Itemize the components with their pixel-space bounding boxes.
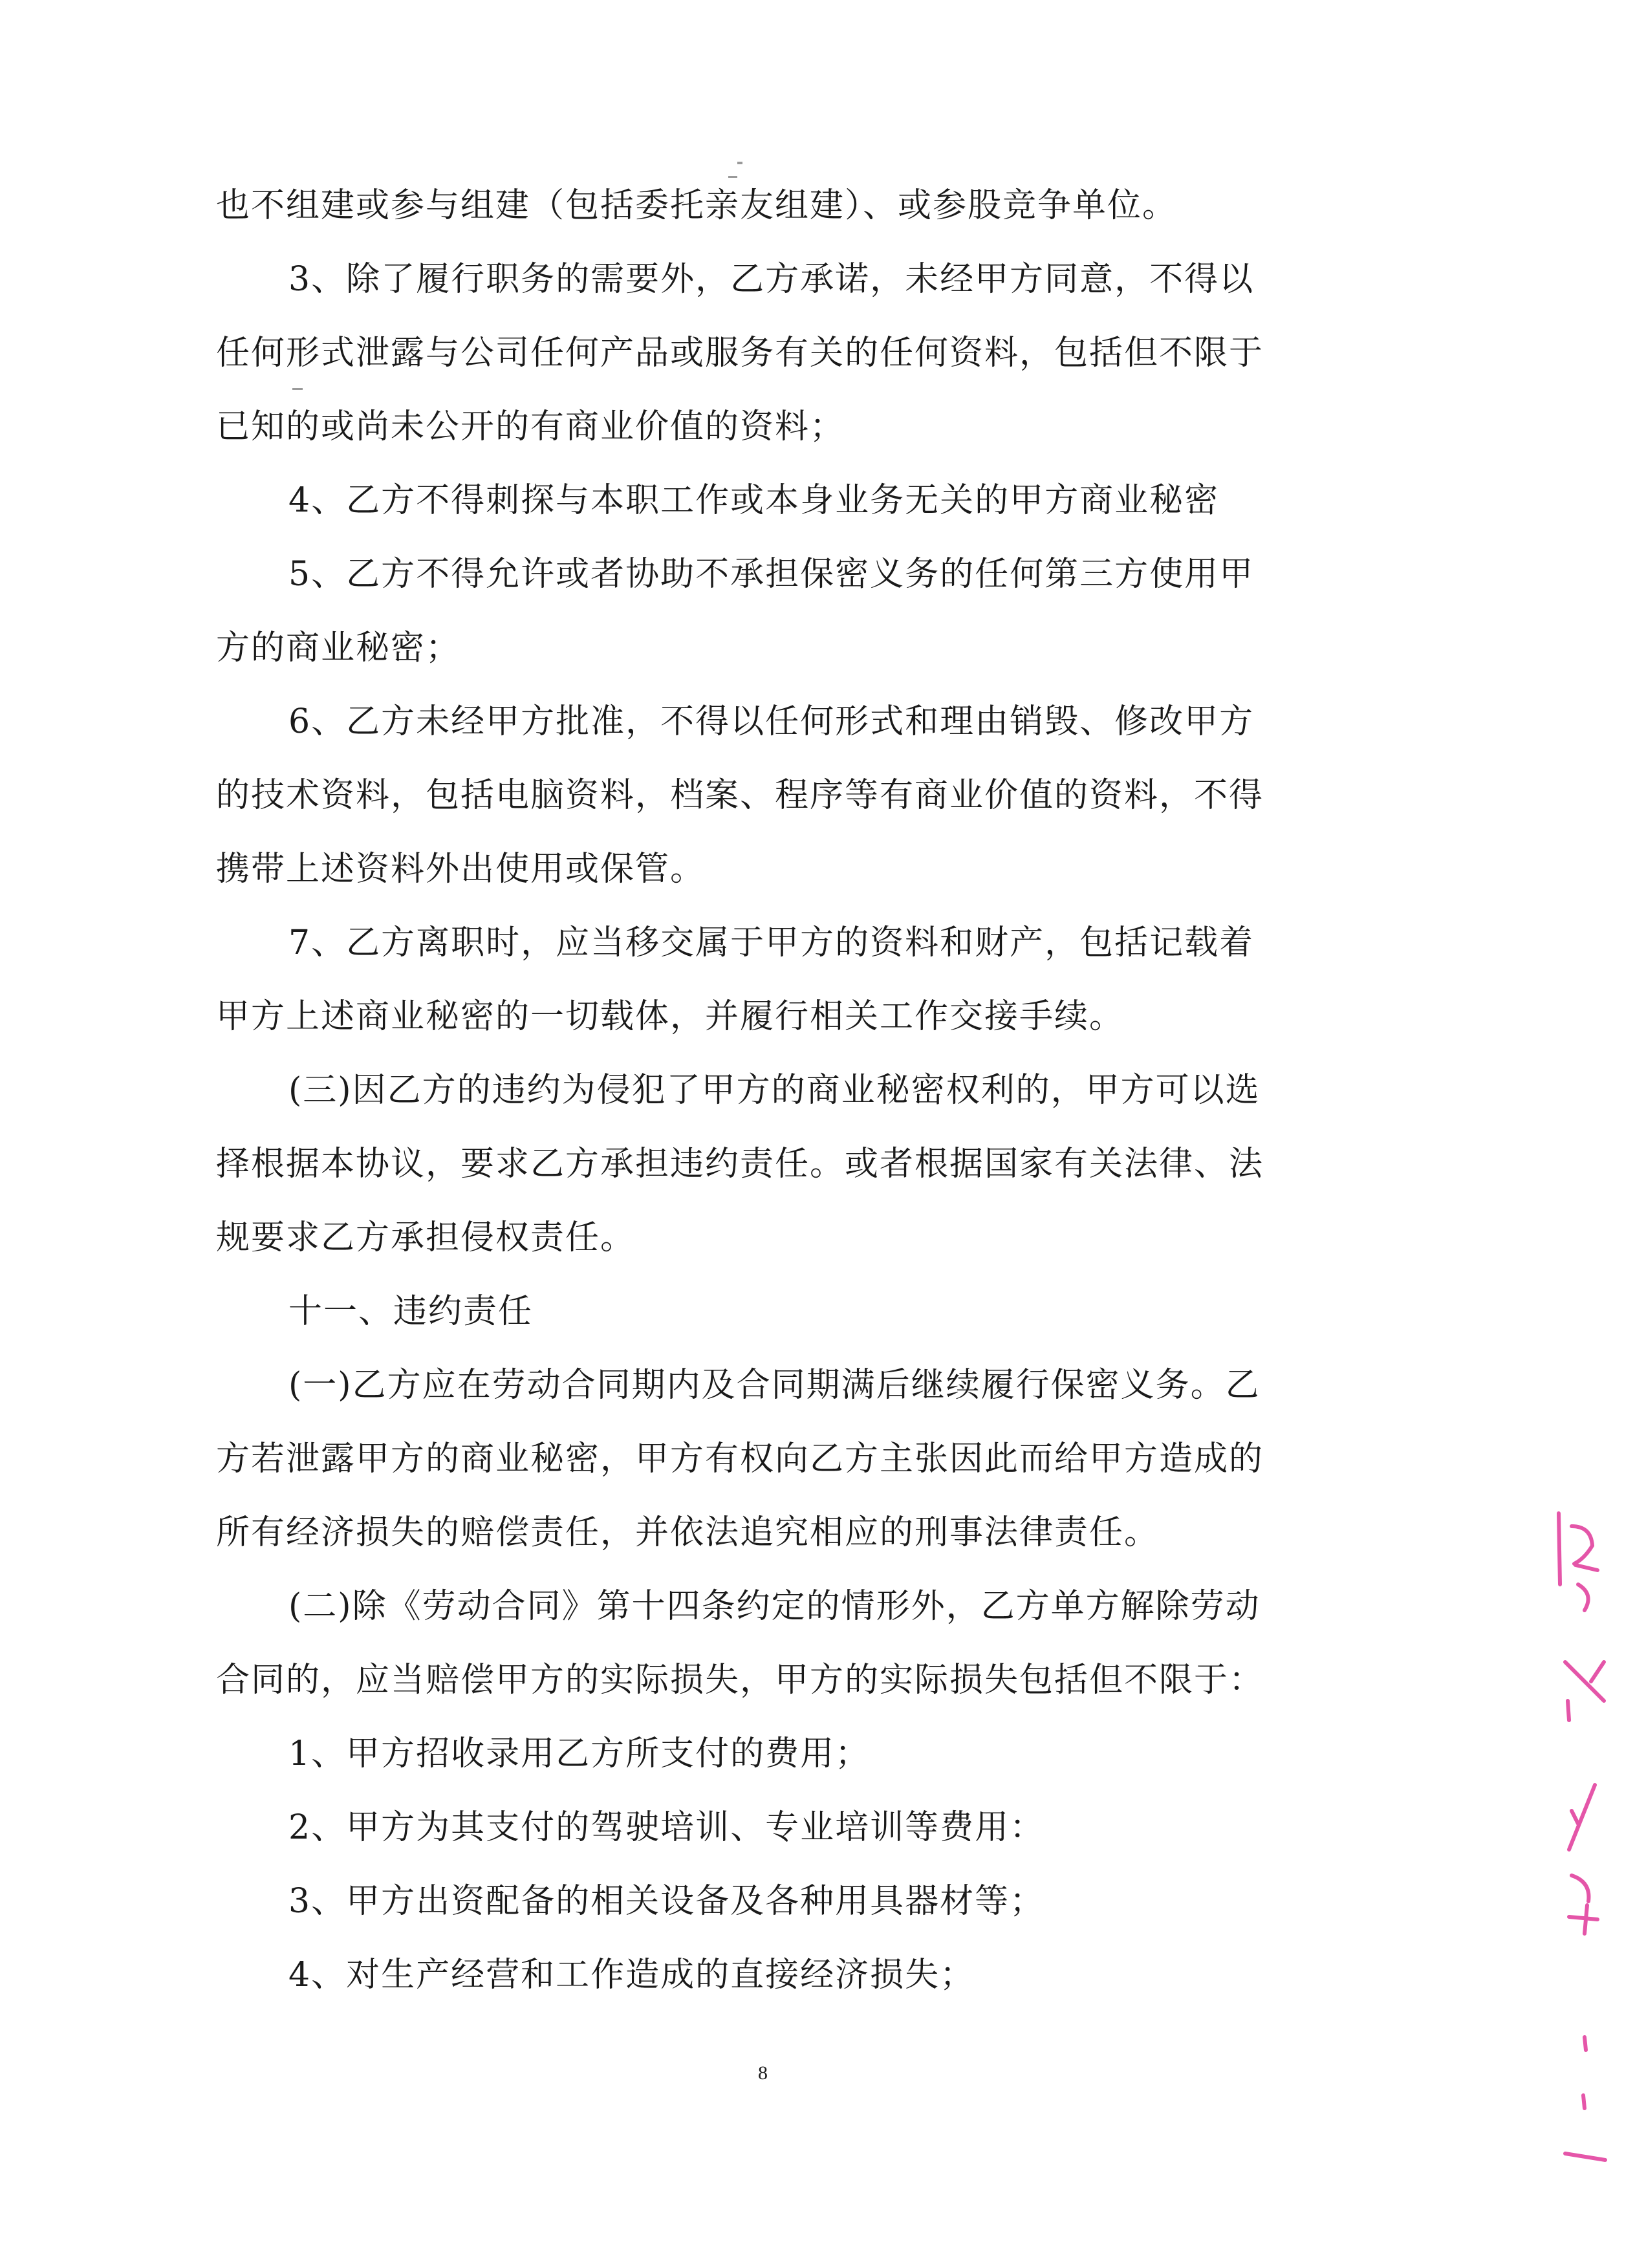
body-line-15: 规要求乙方承担侵权责任。 [216, 1218, 636, 1257]
scan-speck [728, 176, 737, 178]
scan-speck [737, 162, 742, 164]
list-item-1: 1、甲方招收录用乙方所支付的费用； [288, 1734, 871, 1773]
body-line-12: 甲方上述商业秘密的一切载体，并履行相关工作交接手续。 [216, 997, 1125, 1036]
body-line-19: 所有经济损失的赔偿责任，并依法追究相应的刑事法律责任。 [216, 1513, 1160, 1552]
body-line-18: 方若泄露甲方的商业秘密，甲方有权向乙方主张因此而给甲方造成的 [216, 1440, 1264, 1478]
list-item-2: 2、甲方为其支付的驾驶培训、专业培训等费用： [288, 1808, 1045, 1847]
body-line-2: 3、除了履行职务的需要外，乙方承诺，未经甲方同意，不得以 [288, 260, 1255, 299]
body-line-11: 7、乙方离职时，应当移交属于甲方的资料和财产，包括记载着 [288, 923, 1255, 962]
scan-speck [292, 388, 303, 390]
page-number: 8 [758, 2062, 768, 2084]
body-line-1: 也不组建或参与组建（包括委托亲友组建）、或参股竞争单位。 [216, 186, 1178, 225]
body-line-17: (一)乙方应在劳动合同期内及合同期满后继续履行保密义务。乙 [288, 1366, 1261, 1405]
list-item-3: 3、甲方出资配备的相关设备及各种用具器材等； [288, 1882, 1045, 1921]
body-line-10: 携带上述资料外出使用或保管。 [216, 850, 706, 889]
body-line-20: (二)除《劳动合同》第十四条约定的情形外，乙方单方解除劳动 [288, 1587, 1261, 1626]
body-line-14: 择根据本协议，要求乙方承担违约责任。或者根据国家有关法律、法 [216, 1145, 1264, 1183]
section-heading: 十一、违约责任 [288, 1292, 534, 1331]
body-line-21: 合同的，应当赔偿甲方的实际损失，甲方的实际损失包括但不限于： [216, 1661, 1264, 1700]
list-item-4: 4、对生产经营和工作造成的直接经济损失； [288, 1956, 975, 1994]
body-line-9: 的技术资料，包括电脑资料，档案、程序等有商业价值的资料，不得 [216, 776, 1264, 815]
body-line-8: 6、乙方未经甲方批准，不得以任何形式和理由销毁、修改甲方 [288, 702, 1255, 741]
body-line-13: (三)因乙方的违约为侵犯了甲方的商业秘密权利的，甲方可以选 [288, 1071, 1261, 1110]
body-line-5: 4、乙方不得刺探与本职工作或本身业务无关的甲方商业秘密 [288, 481, 1220, 520]
body-line-3: 任何形式泄露与公司任何产品或服务有关的任何资料，包括但不限于 [216, 334, 1264, 373]
body-line-6: 5、乙方不得允许或者协助不承担保密义务的任何第三方使用甲 [288, 555, 1255, 594]
body-line-7: 方的商业秘密； [216, 629, 461, 667]
body-line-4: 已知的或尚未公开的有商业价值的资料； [216, 407, 845, 446]
seam-stamp-icon [1546, 1487, 1617, 2173]
